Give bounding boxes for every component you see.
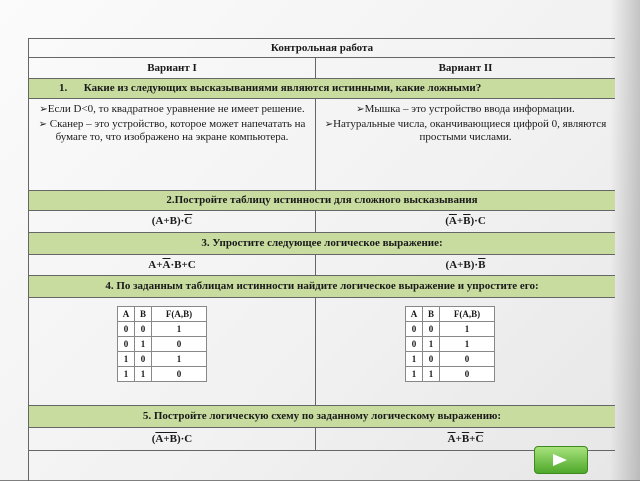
table-header-row	[406, 307, 495, 322]
question-4-row	[29, 276, 615, 298]
table-row: 1 1 0	[118, 367, 207, 382]
table-header-row	[118, 307, 207, 322]
table-row: 0 1 0	[118, 337, 207, 352]
variant-1-label: Вариант I	[147, 62, 197, 74]
question-5-text: 5. Постройте логическую схему по заданному логическому выражению:	[142, 410, 502, 422]
variant-2-expression: $\overline{A}+\overline{B}+\overline{C}$	[447, 433, 484, 445]
question-2-content	[29, 211, 615, 233]
question-1-content	[29, 99, 615, 191]
question-3-text: 3. Упростите следующее логическое выражение:	[201, 237, 443, 249]
question-3-row	[29, 233, 615, 255]
question-4-text: 4. По заданным таблицам истинности найдите логическое выражение и упростите его:	[105, 280, 539, 292]
bullet-arrow-icon: ➢	[356, 104, 365, 115]
table-row: 1 0 1	[118, 352, 207, 367]
variant-1-statements	[29, 99, 315, 190]
header-a: A	[406, 307, 423, 322]
header-b: B	[423, 307, 440, 322]
statement-item: ➢ Сканер – это устройство, которое может напечатать на бумаге то, что изображено на экране компьютера.	[38, 118, 306, 143]
header-f: F(A,B)	[152, 307, 207, 322]
variants-row	[29, 58, 615, 79]
bullet-arrow-icon: ➢	[39, 104, 48, 115]
test-sheet	[28, 38, 615, 481]
table-row: 0 0 1	[406, 322, 495, 337]
variant-2-truth-table-cell	[316, 298, 615, 405]
variant-2-expression: $(\overline{A}+\overline{B})\cdot C$	[445, 215, 486, 227]
question-1-text	[29, 79, 615, 98]
variant-1-expression: $(A+B)\cdot\overline{C}$	[151, 215, 193, 227]
bullet-arrow-icon: ➢	[324, 119, 334, 130]
table-row: 1 0 0	[406, 352, 495, 367]
bullet-arrow-icon: ➢	[38, 119, 48, 130]
statement-item: ➢Мышка – это устройство ввода информации.	[356, 103, 575, 115]
question-4-content	[29, 298, 615, 406]
question-1-label: Какие из следующих высказываниями являются истинными, какие ложными?	[83, 82, 482, 94]
header-a: A	[118, 307, 135, 322]
table-row: 0 1 1	[406, 337, 495, 352]
question-5-content	[29, 428, 615, 451]
statement-item: ➢Натуральные числа, оканчивающиеся цифрой 0, являются простыми числами.	[324, 118, 607, 143]
variant-1-truth-table	[117, 306, 207, 382]
variant-1-truth-table-cell	[29, 298, 315, 405]
header-f: F(A,B)	[440, 307, 495, 322]
question-3-content	[29, 255, 615, 276]
question-5-row	[29, 406, 615, 428]
question-2-row	[29, 191, 615, 211]
table-row: 1 1 0	[406, 367, 495, 382]
question-1-number: 1.	[59, 82, 68, 94]
title-row	[29, 39, 615, 58]
variant-1-expression: (A+B)·C	[151, 433, 193, 445]
header-b: B	[135, 307, 152, 322]
statement-item: ➢Если D<0, то квадратное уравнение не имеет решение.	[39, 103, 305, 115]
question-2-text: 2.Постройте таблицу истинности для сложного высказывания	[166, 194, 478, 206]
variant-2-statements	[316, 99, 615, 190]
table-row: 0 0 1	[118, 322, 207, 337]
variant-2-label: Вариант II	[438, 62, 493, 74]
page-title: Контрольная работа	[270, 42, 374, 54]
variant-1-expression: $A+\overline{A}\cdot B+C$	[148, 259, 196, 271]
variant-2-truth-table	[405, 306, 495, 382]
variant-2-expression: $(A+B)\cdot\overline{B}$	[445, 259, 486, 271]
question-1-row	[29, 79, 615, 99]
next-arrow-icon[interactable]	[534, 446, 588, 474]
